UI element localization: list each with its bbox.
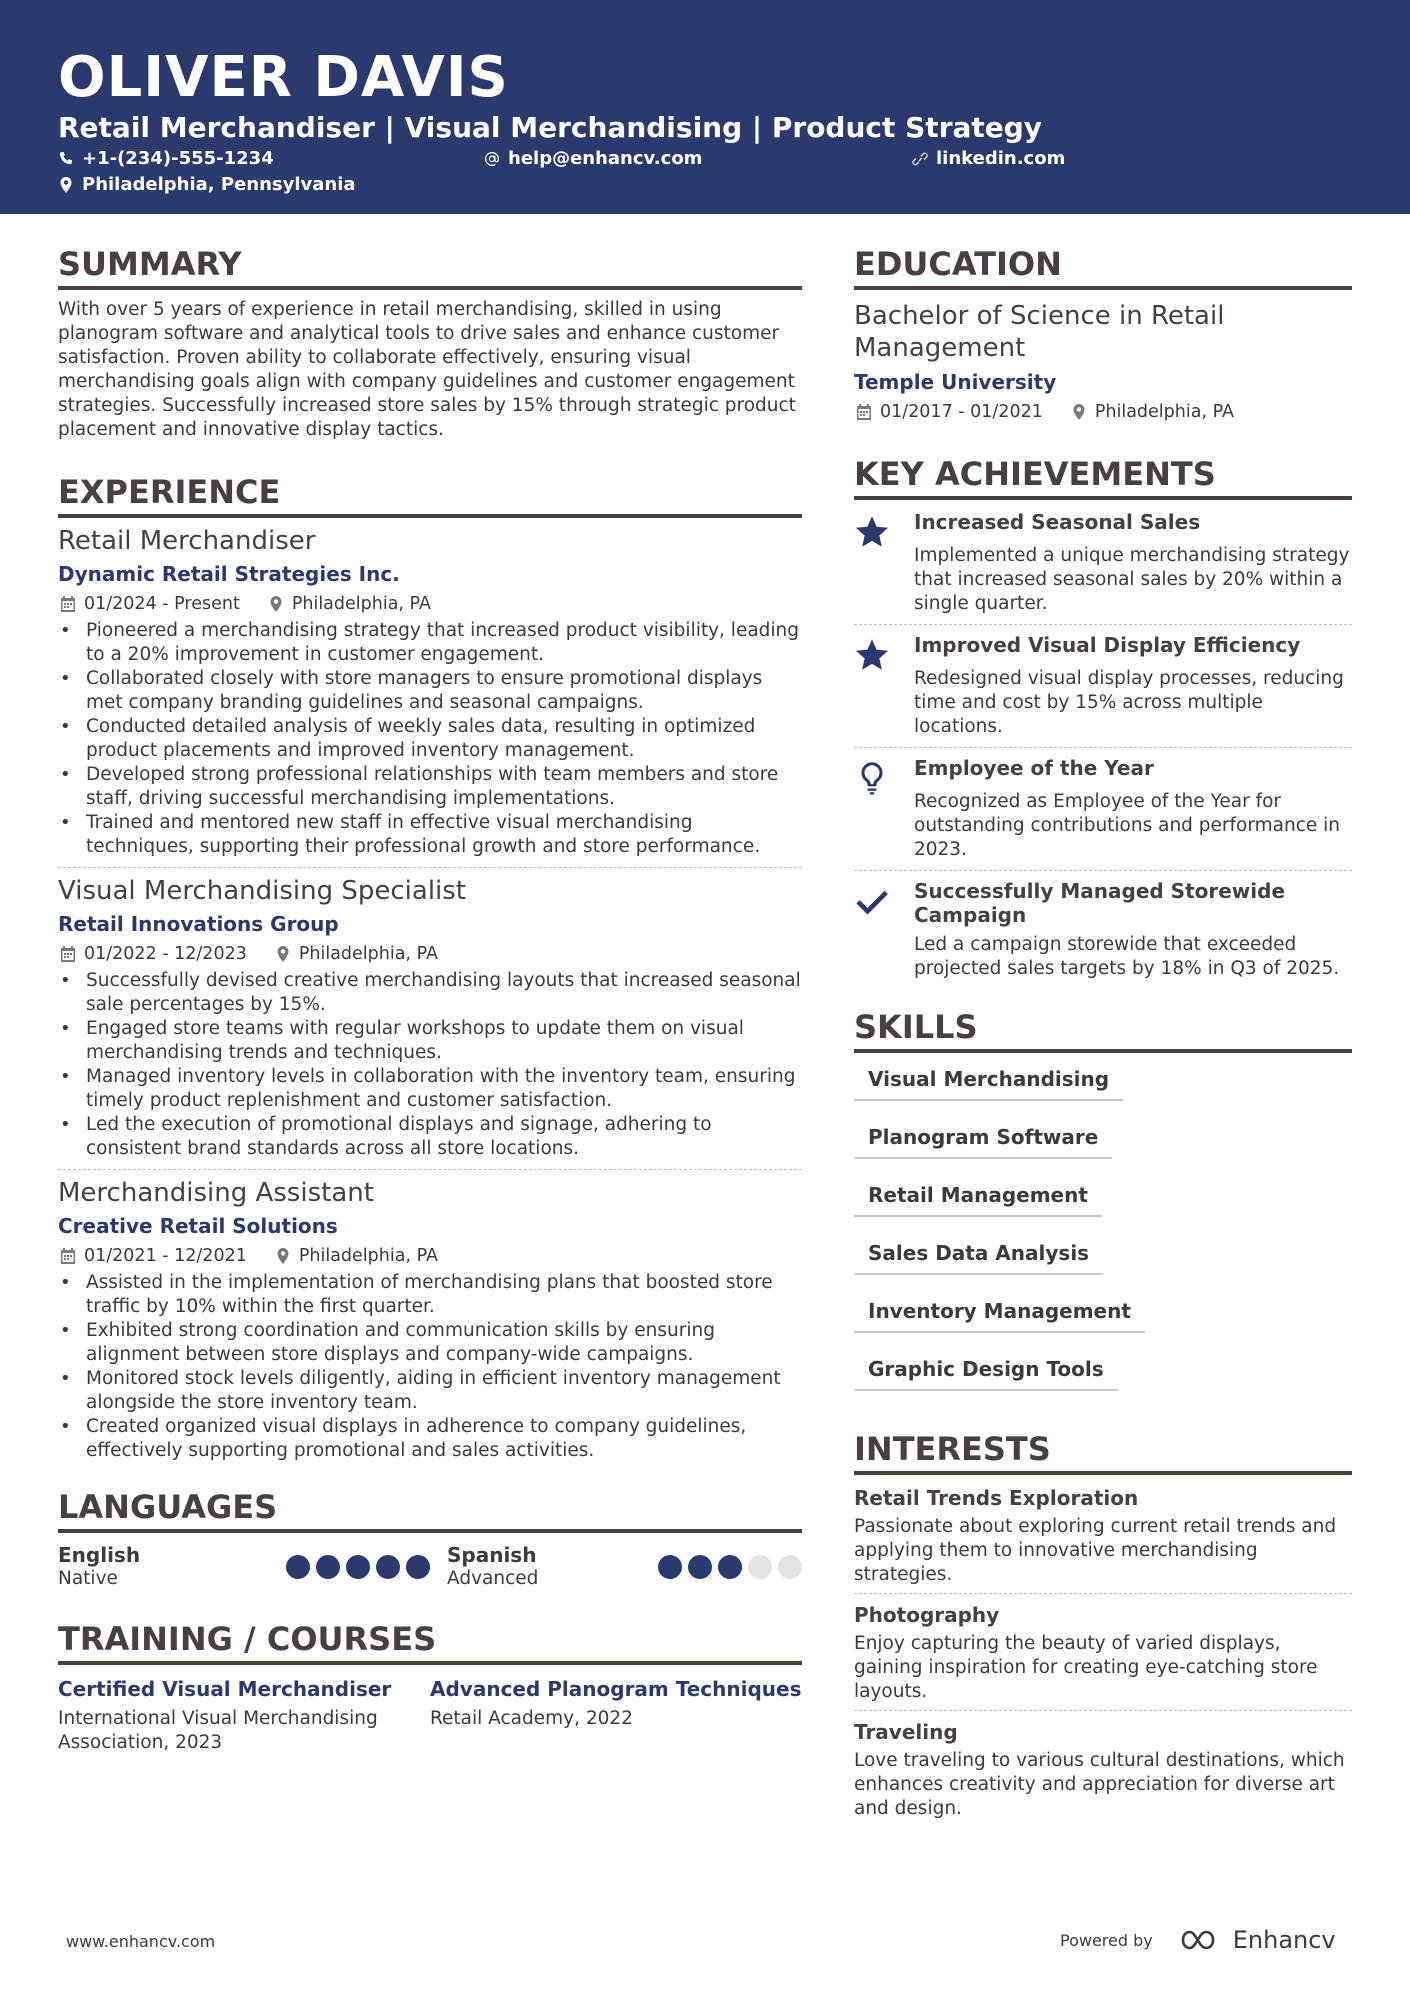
summary-heading: SUMMARY [58, 244, 802, 290]
training-list [58, 1675, 802, 1755]
job-dates-text: 01/2022 - 12/2023 [84, 944, 247, 964]
right-column [854, 244, 1352, 1827]
job-title: Merchandising Assistant [58, 1178, 374, 1208]
job-bullet: • Monitored stock levels diligently, aiding in efficient inventory management alongside the store inventory team. [58, 1367, 802, 1415]
candidate-name: OLIVER DAVIS [58, 45, 509, 110]
footer-website[interactable]: www.enhancv.com [66, 1932, 216, 1951]
job-bullet: • Pioneered a merchandising strategy that increased product visibility, leading to a 20% improvement in customer engagement. [58, 619, 802, 667]
star-icon [854, 637, 890, 673]
skill-tag: Sales Data Analysis [854, 1227, 1103, 1275]
calendar-icon [60, 1248, 76, 1264]
achievement-item [854, 870, 1352, 989]
at-sign-icon [484, 151, 500, 167]
job-meta [60, 1244, 802, 1268]
summary-text: With over 5 years of experience in retail merchandising, skilled in using planogram software and analytical tools to drive sales and enhance customer satisfaction. Proven ability to collaborate effectively, ensuring visual merchandising goals align with company guidelines and customer engagement strategies. Successfully increased store sales by 15% through strategic product placement and innovative display tactics. [58, 299, 796, 440]
job-bullet: • Conducted detailed analysis of weekly sales data, resulting in optimized product placements and improved inventory management. [58, 715, 802, 763]
job-bullet: • Successfully devised creative merchandising layouts that increased seasonal sale percentages by 15%. [58, 969, 802, 1017]
interest-title: Photography [854, 1603, 1000, 1627]
achievement-desc: Recognized as Employee of the Year for outstanding contributions and performance in 2023. [914, 791, 1341, 860]
job-title: Retail Merchandiser [58, 526, 316, 556]
training-item [430, 1675, 802, 1755]
languages-section [58, 1487, 802, 1591]
contact-linkedin-text: linkedin.com [936, 148, 1066, 169]
job-dates-text: 01/2024 - Present [84, 594, 240, 614]
job-meta [60, 942, 802, 966]
job-location-text: Philadelphia, PA [291, 594, 431, 614]
rating-dot-empty [748, 1555, 772, 1579]
skills-list [854, 1053, 1352, 1401]
candidate-headline: Retail Merchandiser | Visual Merchandising | Product Strategy [58, 111, 1043, 144]
star-icon [854, 514, 890, 550]
rating-dot-filled [346, 1555, 370, 1579]
achievement-desc: Led a campaign storewide that exceeded projected sales targets by 18% in Q3 of 2025. [914, 934, 1340, 979]
job-company: Dynamic Retail Strategies Inc. [58, 562, 400, 586]
location-pin-icon [1071, 404, 1087, 420]
experience-section [58, 472, 802, 1471]
job-bullets [58, 1271, 802, 1463]
interest-item [854, 1710, 1352, 1827]
education-section [854, 244, 1352, 424]
job-location [275, 942, 438, 966]
job-entry [58, 867, 802, 1169]
job-company: Retail Innovations Group [58, 912, 339, 936]
interest-desc: Enjoy capturing the beauty of varied displays, gaining inspiration for creating eye-catching store layouts. [854, 1633, 1318, 1702]
calendar-icon [856, 404, 872, 420]
summary-section [58, 244, 802, 442]
contact-email[interactable] [484, 147, 702, 171]
interests-heading: INTERESTS [854, 1429, 1352, 1475]
job-bullet: • Developed strong professional relationships with team members and store staff, driving successful merchandising implementations. [58, 763, 802, 811]
interest-desc: Passionate about exploring current retail trends and applying them to innovative merchandising strategies. [854, 1516, 1337, 1585]
achievement-item [854, 747, 1352, 870]
rating-dot-empty [778, 1555, 802, 1579]
education-heading: EDUCATION [854, 244, 1352, 290]
calendar-icon [60, 946, 76, 962]
language-level: Advanced [447, 1568, 539, 1589]
location-pin-icon [58, 177, 74, 193]
rating-dot-filled [316, 1555, 340, 1579]
interest-item [854, 1593, 1352, 1710]
job-bullet: • Engaged store teams with regular workshops to update them on visual merchandising trends and techniques. [58, 1017, 802, 1065]
checkmark-icon [854, 883, 890, 919]
job-dates [60, 942, 247, 966]
footer-branding[interactable] [1060, 1926, 1336, 1954]
job-dates [60, 592, 240, 616]
contact-linkedin[interactable] [912, 147, 1065, 171]
contact-location [58, 173, 356, 197]
contact-email-text: help@enhancv.com [508, 148, 703, 169]
job-location [275, 1244, 438, 1268]
training-desc: Retail Academy, 2022 [430, 1708, 633, 1729]
powered-by-label: Powered by [1060, 1930, 1153, 1950]
job-dates-text: 01/2021 - 12/2021 [84, 1246, 247, 1266]
languages-heading: LANGUAGES [58, 1487, 802, 1533]
rating-dot-filled [658, 1555, 682, 1579]
interest-title: Retail Trends Exploration [854, 1486, 1139, 1510]
education-school: Temple University [854, 370, 1057, 394]
language-item [58, 1543, 430, 1591]
job-entry [58, 1169, 802, 1471]
job-entry [58, 524, 802, 867]
achievement-item [854, 624, 1352, 747]
education-dates-text: 01/2017 - 01/2021 [880, 402, 1043, 422]
experience-heading: EXPERIENCE [58, 472, 802, 518]
education-degree: Bachelor of Science in Retail Management [854, 301, 1225, 363]
job-bullet: • Assisted in the implementation of merchandising plans that boosted store traffic by 10% within the first quarter. [58, 1271, 802, 1319]
location-pin-icon [268, 596, 284, 612]
job-location-text: Philadelphia, PA [298, 944, 438, 964]
achievement-desc: Implemented a unique merchandising strategy that increased seasonal sales by 20% within a single quarter. [914, 545, 1350, 614]
education-location-text: Philadelphia, PA [1094, 402, 1234, 422]
job-location [268, 592, 431, 616]
location-pin-icon [275, 946, 291, 962]
job-bullets [58, 969, 802, 1161]
contact-phone-text: +1-(234)-555-1234 [82, 148, 274, 169]
achievement-title: Successfully Managed Storewide Campaign [914, 879, 1286, 927]
education-location [1071, 400, 1234, 424]
skill-tag: Graphic Design Tools [854, 1343, 1118, 1391]
skill-tag: Inventory Management [854, 1285, 1145, 1333]
contact-location-text: Philadelphia, Pennsylvania [82, 174, 356, 195]
calendar-icon [60, 596, 76, 612]
training-heading: TRAINING / COURSES [58, 1619, 802, 1665]
rating-dot-filled [406, 1555, 430, 1579]
contact-phone[interactable] [58, 147, 274, 171]
training-title: Advanced Planogram Techniques [430, 1677, 802, 1701]
job-bullets [58, 619, 802, 859]
achievement-title: Increased Seasonal Sales [914, 510, 1201, 534]
lightbulb-icon [854, 760, 890, 796]
achievement-desc: Redesigned visual display processes, reducing time and cost by 15% across multiple locations. [914, 668, 1344, 737]
language-level: Native [58, 1568, 118, 1589]
achievement-title: Improved Visual Display Efficiency [914, 633, 1301, 657]
job-bullet: • Trained and mentored new staff in effective visual merchandising techniques, supporting their professional growth and store performance. [58, 811, 802, 859]
brand-logo [1179, 1926, 1336, 1954]
language-name: English [58, 1543, 141, 1567]
job-bullet: • Created organized visual displays in adherence to company guidelines, effectively supporting promotional and sales activities. [58, 1415, 802, 1463]
education-meta [856, 400, 1352, 424]
training-item [58, 1675, 430, 1755]
achievement-item [854, 502, 1352, 624]
skill-tag: Visual Merchandising [854, 1053, 1123, 1101]
skill-tag: Retail Management [854, 1169, 1102, 1217]
rating-dot-filled [286, 1555, 310, 1579]
location-pin-icon [275, 1248, 291, 1264]
rating-dot-filled [718, 1555, 742, 1579]
job-dates [60, 1244, 247, 1268]
achievements-section [854, 454, 1352, 989]
languages-list [58, 1543, 802, 1591]
skill-tag: Planogram Software [854, 1111, 1112, 1159]
training-title: Certified Visual Merchandiser [58, 1677, 392, 1701]
language-item [430, 1543, 802, 1591]
rating-dot-filled [376, 1555, 400, 1579]
skills-heading: SKILLS [854, 1007, 1352, 1053]
job-location-text: Philadelphia, PA [298, 1246, 438, 1266]
link-icon [912, 151, 928, 167]
achievements-heading: KEY ACHIEVEMENTS [854, 454, 1352, 500]
job-bullet: • Exhibited strong coordination and communication skills by ensuring alignment between store displays and company-wide campaigns. [58, 1319, 802, 1367]
interest-desc: Love traveling to various cultural destinations, which enhances creativity and appreciation for diverse art and design. [854, 1750, 1345, 1819]
phone-icon [58, 151, 74, 167]
job-company: Creative Retail Solutions [58, 1214, 338, 1238]
job-bullet: • Led the execution of promotional displays and signage, adhering to consistent brand standards across all store locations. [58, 1113, 802, 1161]
skills-section [854, 1007, 1352, 1401]
job-bullet: • Managed inventory levels in collaboration with the inventory team, ensuring timely product replenishment and customer satisfaction. [58, 1065, 802, 1113]
education-dates [856, 400, 1043, 424]
rating-dot-filled [688, 1555, 712, 1579]
job-bullet: • Collaborated closely with store managers to ensure promotional displays met company branding guidelines and seasonal campaigns. [58, 667, 802, 715]
interest-title: Traveling [854, 1720, 958, 1744]
training-desc: International Visual Merchandising Association, 2023 [58, 1708, 378, 1753]
job-title: Visual Merchandising Specialist [58, 876, 467, 906]
training-section [58, 1619, 802, 1755]
language-rating [658, 1555, 802, 1579]
left-column [58, 244, 802, 1755]
achievement-title: Employee of the Year [914, 756, 1154, 780]
language-rating [286, 1555, 430, 1579]
language-name: Spanish [447, 1543, 537, 1567]
resume-header [0, 0, 1410, 214]
brand-name: Enhancv [1232, 1926, 1336, 1954]
job-meta [60, 592, 802, 616]
interests-section [854, 1429, 1352, 1827]
interest-item [854, 1477, 1352, 1593]
enhancv-logo-icon [1179, 1927, 1225, 1953]
